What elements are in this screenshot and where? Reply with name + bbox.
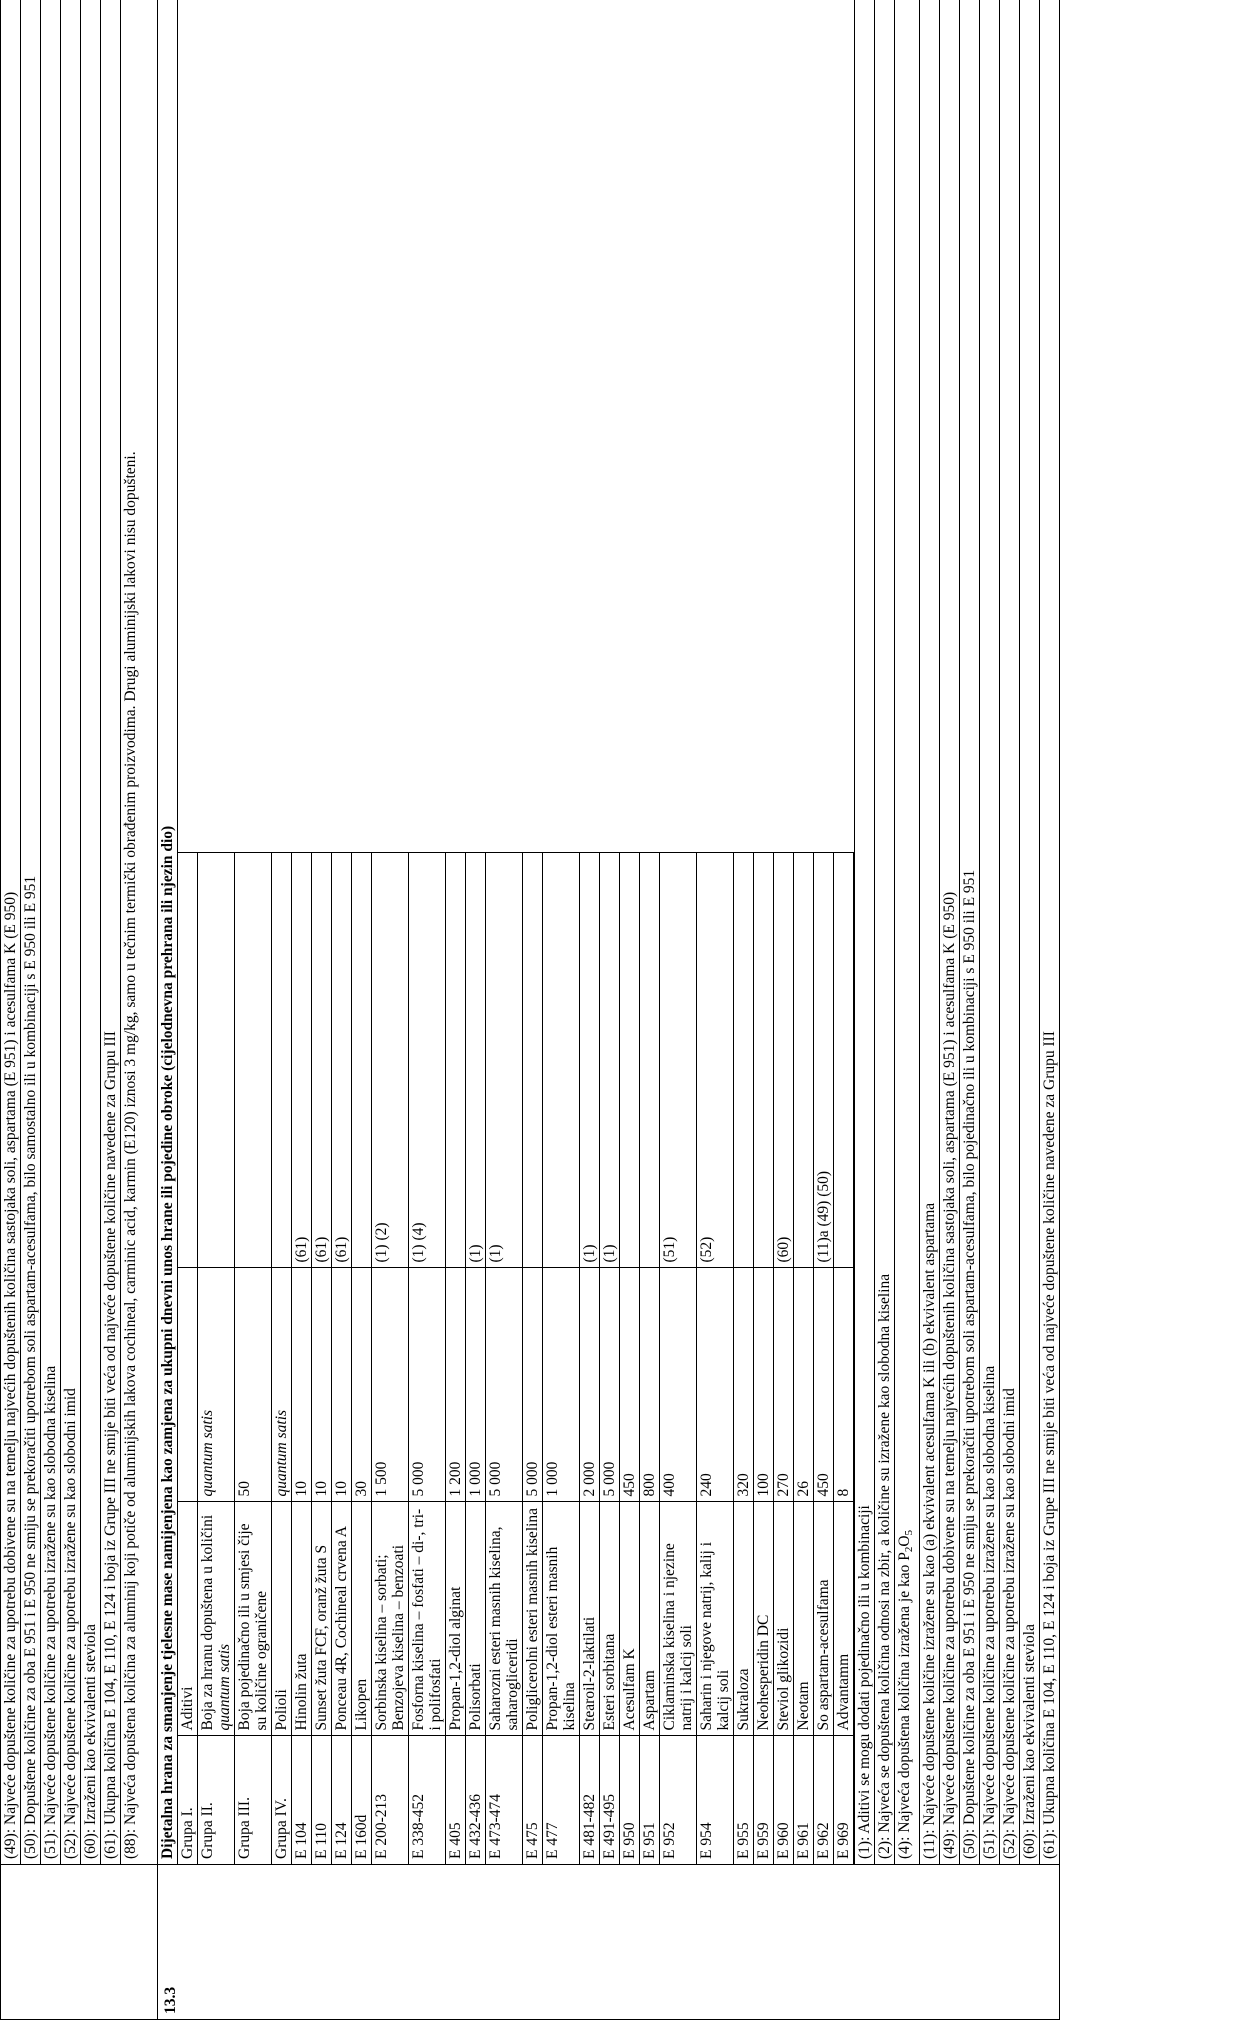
table-row <box>523 0 543 1864</box>
code-cell: E 950 <box>620 1736 640 1864</box>
table-row <box>697 0 734 1864</box>
empty-cell <box>486 0 523 853</box>
quantity-cell: 50 <box>235 1268 272 1502</box>
code-cell: Grupa III. <box>235 1736 272 1864</box>
top-notes-row <box>1 0 158 2020</box>
empty-cell <box>235 0 272 853</box>
name-cell: Aspartam <box>640 1502 660 1736</box>
table-row <box>834 0 854 1864</box>
quantity-cell: 100 <box>754 1268 774 1502</box>
note-ref-cell <box>446 853 466 1268</box>
empty-cell <box>352 0 372 853</box>
empty-cell <box>409 0 446 853</box>
table-row <box>754 0 774 1864</box>
note-ref-cell <box>352 853 372 1268</box>
name-cell: Hinolin žuta <box>292 1502 312 1736</box>
note-line: (2): Najveća se dopuštena količina odnosi na zbir, a količine su izražene kao slobodna kiselina <box>875 0 895 1864</box>
name-cell: Sorbinska kiselina – sorbati; Benzojeva kiselina – benzoati <box>372 1502 409 1736</box>
note-ref-cell: (51) <box>660 853 697 1268</box>
note-line: (60): Izraženi kao ekvivalenti steviola <box>1020 0 1040 1864</box>
empty-cell <box>178 0 198 853</box>
note-ref-cell <box>754 853 774 1268</box>
table-row <box>620 0 640 1864</box>
name-cell: So aspartam-acesulfama <box>814 1502 834 1736</box>
subscript-2: 2 <box>903 1546 915 1553</box>
note-ref-cell: (52) <box>697 853 734 1268</box>
code-cell: E 969 <box>834 1736 854 1864</box>
table-row <box>486 0 523 1864</box>
name-cell: Polioli <box>272 1502 292 1736</box>
empty-cell <box>774 0 794 853</box>
empty-cell <box>834 0 854 853</box>
note-ref-cell <box>198 853 235 1268</box>
empty-cell <box>543 0 580 853</box>
note-ref-cell <box>543 853 580 1268</box>
table-row <box>580 0 600 1864</box>
code-cell: E 954 <box>697 1736 734 1864</box>
note-ref-cell <box>640 853 660 1268</box>
quantity-cell: 5 000 <box>409 1268 446 1502</box>
name-cell: Aditivi <box>178 1502 198 1736</box>
quantity-cell: 8 <box>834 1268 854 1502</box>
name-cell: Polisorbati <box>466 1502 486 1736</box>
section-body <box>158 0 1060 1865</box>
note-line: (51): Najveće dopuštene količine za upotrebu izražene su kao slobodna kiselina <box>980 0 1000 1864</box>
table-row <box>178 0 198 1864</box>
note-line: (49): Najveće dopuštene količine za upotrebu dobivene su na temelju najvećih dopuštenih količina sastojaka soli, aspartama (E 951) i acesulfama K (E 950) <box>1 0 21 1864</box>
note-ref-cell: (61) <box>292 853 312 1268</box>
empty-cell <box>332 0 352 853</box>
code-cell: E 491-495 <box>600 1736 620 1864</box>
section-title: Dijetalna hrana za smanjenje tjelesne mase namijenjena kao zamjena za ukupni dnevni unos hrane ili pojedine obroke (cijelodnevna prehrana ili njezin dio) <box>158 0 178 1864</box>
top-notes-cell <box>1 0 158 1865</box>
code-cell: E 475 <box>523 1736 543 1864</box>
table-row <box>312 0 332 1864</box>
note-line: (50): Dopuštene količine za oba E 951 i E 950 ne smiju se prekoračiti upotrebom soli aspartam-acesulfama, bilo samostalno ili u kombinaciji s E 950 ili E 951 <box>21 0 41 1864</box>
empty-cell <box>640 0 660 853</box>
quantity-cell: 240 <box>697 1268 734 1502</box>
top-notes-number-cell <box>1 1865 158 2020</box>
code-cell: E 951 <box>640 1736 660 1864</box>
code-cell: Grupa I. <box>178 1736 198 1864</box>
code-cell: Grupa II. <box>198 1736 235 1864</box>
empty-cell <box>523 0 543 853</box>
empty-cell <box>312 0 332 853</box>
note-line: (51): Najveće dopuštene količine za upotrebu izražene su kao slobodna kiselina <box>41 0 61 1864</box>
quantity-cell: 2 000 <box>580 1268 600 1502</box>
code-cell: E 481-482 <box>580 1736 600 1864</box>
empty-cell <box>734 0 754 853</box>
empty-cell <box>372 0 409 853</box>
quantity-cell <box>178 1268 198 1502</box>
name-cell <box>198 1502 235 1736</box>
table-row <box>332 0 352 1864</box>
subscript-5: 5 <box>903 1529 915 1536</box>
note-line: (1): Aditivi se mogu dodati pojedinačno ili u kombinaciji <box>855 0 875 1864</box>
name-cell: Likopen <box>352 1502 372 1736</box>
table-row <box>774 0 794 1864</box>
quantity-cell: 5 000 <box>600 1268 620 1502</box>
code-cell: E 952 <box>660 1736 697 1864</box>
code-cell: E 961 <box>794 1736 814 1864</box>
quantity-cell: 10 <box>292 1268 312 1502</box>
table-row <box>352 0 372 1864</box>
name-cell: Poliglicerolni esteri masnih kiselina <box>523 1502 543 1736</box>
note-ref-cell: (1) <box>466 853 486 1268</box>
note-line: (61): Ukupna količina E 104, E 110, E 124 i boja iz Grupe III ne smije biti veća od najveće dopuštene količine navedene za Grupu III <box>101 0 121 1864</box>
note-ref-cell <box>523 853 543 1268</box>
quantity-cell: 10 <box>312 1268 332 1502</box>
empty-cell <box>198 0 235 853</box>
code-cell: E 338-452 <box>409 1736 446 1864</box>
table-row <box>814 0 834 1864</box>
note-ref-cell <box>834 853 854 1268</box>
table-row <box>372 0 409 1864</box>
note-ref-cell <box>734 853 754 1268</box>
quantity-cell: quantum satis <box>272 1268 292 1502</box>
empty-cell <box>580 0 600 853</box>
empty-cell <box>794 0 814 853</box>
note-line: (88): Najveća dopuštena količina za aluminij koji potiče od aluminijskih lakova cochineal, carminic acid, karmin (E120) iznosi 3 mg/kg, samo u tečnim termički obrađenim proizvodima. Drugi aluminijski lakovi nisu dopušteni. <box>122 451 139 1859</box>
note-ref-cell: (11)a (49) (50) <box>814 853 834 1268</box>
quantity-cell: 1 500 <box>372 1268 409 1502</box>
note-line: (49): Najveće dopuštene količine za upotrebu dobivene su na temelju najvećih dopuštenih količina sastojaka soli, aspartama (E 951) i acesulfama K (E 950) <box>940 0 960 1864</box>
note-ref-cell <box>178 853 198 1268</box>
section-notes <box>854 0 1059 1864</box>
table-row <box>235 0 272 1864</box>
note-ref-cell: (1) <box>486 853 523 1268</box>
name-cell: Ponceau 4R, Cochineal crvena A <box>332 1502 352 1736</box>
note-ref-cell <box>794 853 814 1268</box>
code-cell: E 432-436 <box>466 1736 486 1864</box>
empty-cell <box>292 0 312 853</box>
table-row <box>292 0 312 1864</box>
name-cell: Ciklaminska kiselina i njezine natrij i kalcij soli <box>660 1502 697 1736</box>
note-line: (50): Dopuštene količine za oba E 951 i E 950 ne smiju se prekoračiti upotrebom soli aspartam-acesulfama, bilo pojedinačno ili u kombinaciji s E 950 ili E 951 <box>960 0 980 1864</box>
quantity-cell: 800 <box>640 1268 660 1502</box>
note-line: (52): Najveće dopuštene količine za upotrebu izražene su kao slobodni imid <box>1000 0 1020 1864</box>
note-line: (60): Izraženi kao ekvivalenti steviola <box>81 0 101 1864</box>
code-cell: E 962 <box>814 1736 834 1864</box>
code-cell: E 959 <box>754 1736 774 1864</box>
quantity-cell: quantum satis <box>198 1268 235 1502</box>
quantity-cell: 5 000 <box>523 1268 543 1502</box>
note-ref-cell <box>272 853 292 1268</box>
empty-cell <box>446 0 466 853</box>
name-cell: Sukraloza <box>734 1502 754 1736</box>
note-ref-cell: (1) <box>580 853 600 1268</box>
quantity-cell: 26 <box>794 1268 814 1502</box>
code-cell: E 960 <box>774 1736 794 1864</box>
code-cell: E 160d <box>352 1736 372 1864</box>
code-cell: E 955 <box>734 1736 754 1864</box>
note-line: (11): Najveće dopuštene količine izražene su kao (a) ekvivalent acesulfama K ili (b) ekvivalent aspartama <box>920 0 940 1864</box>
code-cell: E 110 <box>312 1736 332 1864</box>
quantity-cell: 1 200 <box>446 1268 466 1502</box>
code-cell: E 200-213 <box>372 1736 409 1864</box>
section-number: 13.3 <box>158 1865 1060 2020</box>
name-cell: Propan-1,2-diol alginat <box>446 1502 466 1736</box>
name-text-italic: quantum satis <box>216 1643 233 1731</box>
table-row <box>543 0 580 1864</box>
code-cell: E 124 <box>332 1736 352 1864</box>
code-cell: Grupa IV. <box>272 1736 292 1864</box>
section-row <box>158 0 1060 2020</box>
table-row <box>600 0 620 1864</box>
note-ref-cell: (1) (4) <box>409 853 446 1268</box>
note-line: (61): Ukupna količina E 104, E 110, E 124 i boja iz Grupe III ne smije biti veća od najveće dopuštene količine navedene za Grupu III <box>1041 1031 1058 1859</box>
code-cell: E 104 <box>292 1736 312 1864</box>
table-row <box>794 0 814 1864</box>
empty-cell <box>754 0 774 853</box>
code-cell: E 477 <box>543 1736 580 1864</box>
table-row <box>640 0 660 1864</box>
quantity-cell: 30 <box>352 1268 372 1502</box>
table-row <box>198 0 235 1864</box>
quantity-cell: 1 000 <box>466 1268 486 1502</box>
name-cell: Boja pojedinačno ili u smjesi čije su količine ograničene <box>235 1502 272 1736</box>
note-text: (4): Najveća dopuštena količina izražena je kao P <box>896 1552 913 1859</box>
quantity-cell: 320 <box>734 1268 754 1502</box>
code-cell: E 405 <box>446 1736 466 1864</box>
name-cell: Sunset žuta FCF, oranž žuta S <box>312 1502 332 1736</box>
name-cell: Advantamm <box>834 1502 854 1736</box>
note-ref-cell: (1) (2) <box>372 853 409 1268</box>
table-row <box>734 0 754 1864</box>
empty-cell <box>620 0 640 853</box>
empty-cell <box>466 0 486 853</box>
note-line: (4): Najveća dopuštena količina izražena je kao $P_2O_5$ <box>895 0 920 1864</box>
name-cell: Stearoil-2-laktilati <box>580 1502 600 1736</box>
empty-cell <box>600 0 620 853</box>
note-line: (52): Najveće dopuštene količine za upotrebu izražene su kao slobodni imid <box>61 0 81 1864</box>
quantity-cell: 450 <box>620 1268 640 1502</box>
name-cell: Acesulfam K <box>620 1502 640 1736</box>
quantity-cell: 1 000 <box>543 1268 580 1502</box>
quantity-cell: 450 <box>814 1268 834 1502</box>
quantity-cell: 5 000 <box>486 1268 523 1502</box>
name-cell: Saharin i njegove natrij, kalij i kalcij soli <box>697 1502 734 1736</box>
name-cell: Neohesperidin DC <box>754 1502 774 1736</box>
name-cell: Propan-1,2-diol esteri masnih kiselina <box>543 1502 580 1736</box>
name-cell: Saharozni esteri masnih kiselina, saharogliceridi <box>486 1502 523 1736</box>
note-ref-cell: (60) <box>774 853 794 1268</box>
empty-cell <box>697 0 734 853</box>
note-ref-cell <box>620 853 640 1268</box>
name-cell: Fosforna kiselina – fosfati – di-, tri- i polifosfati <box>409 1502 446 1736</box>
table-row <box>272 0 292 1864</box>
note-ref-cell: (1) <box>600 853 620 1268</box>
additive-table <box>178 0 854 1864</box>
name-cell: Neotam <box>794 1502 814 1736</box>
name-cell: Esteri sorbitana <box>600 1502 620 1736</box>
empty-cell <box>660 0 697 853</box>
name-text: Boja za hranu dopuštena u količini <box>199 1514 216 1731</box>
note-ref-cell: (61) <box>332 853 352 1268</box>
table-row <box>409 0 446 1864</box>
quantity-cell: 270 <box>774 1268 794 1502</box>
table-row <box>660 0 697 1864</box>
code-cell: E 473-474 <box>486 1736 523 1864</box>
note-ref-cell <box>235 853 272 1268</box>
empty-cell <box>272 0 292 853</box>
quantity-cell: 10 <box>332 1268 352 1502</box>
quantity-cell: 400 <box>660 1268 697 1502</box>
name-cell: Steviol glikozidi <box>774 1502 794 1736</box>
note-ref-cell: (61) <box>312 853 332 1268</box>
table-row <box>446 0 466 1864</box>
table-row <box>466 0 486 1864</box>
empty-cell <box>814 0 834 853</box>
